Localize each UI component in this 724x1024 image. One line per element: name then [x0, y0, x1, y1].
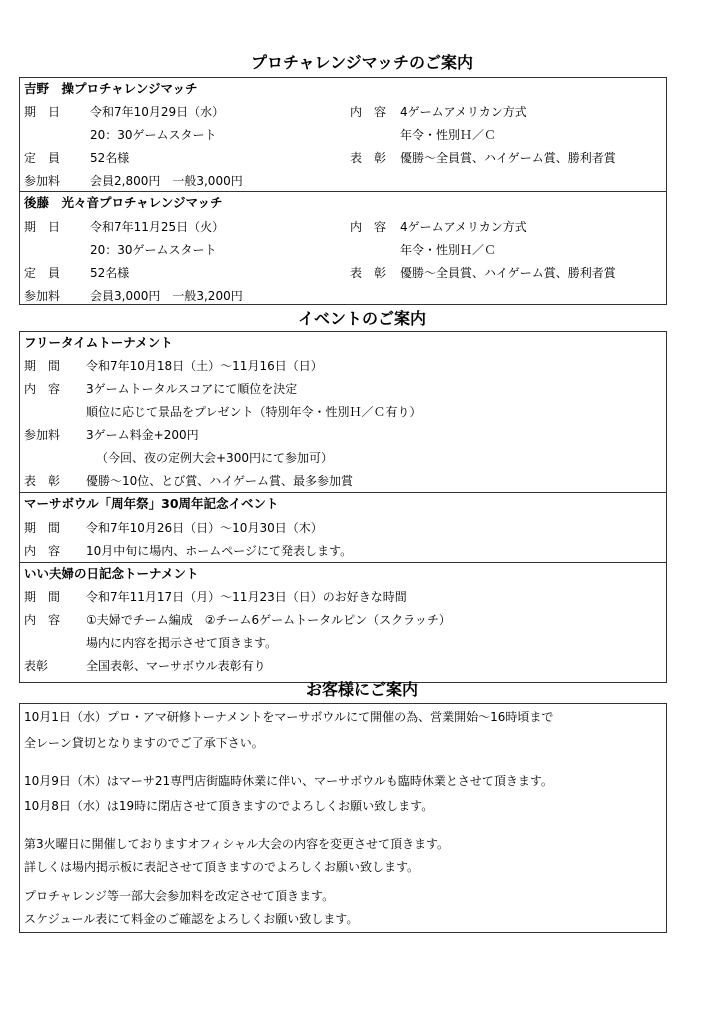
- match-2-award-label: 表 彰: [350, 266, 387, 280]
- match-1-content-label: 内 容: [350, 105, 387, 119]
- match-1-capacity: 52名様: [90, 151, 130, 165]
- match-2-start: 20：30ゲームスタート: [90, 243, 217, 257]
- notice-line: 全レーン貸切となりますのでご了承下さい。: [24, 736, 264, 750]
- match-1-capacity-label: 定 員: [24, 151, 61, 165]
- anniversary-content: 10月中旬に場内、ホームページにて発表します。: [86, 544, 353, 558]
- couple-period: 令和7年11月17日（月）～11月23日（日）のお好きな時間: [86, 590, 407, 604]
- freetime-award-label: 表 彰: [24, 474, 61, 488]
- couple-period-label: 期 間: [24, 590, 61, 604]
- anniversary-content-label: 内 容: [24, 544, 61, 558]
- match-2-capacity-label: 定 員: [24, 266, 61, 280]
- notice-box: [19, 703, 667, 933]
- pro-challenge-box: [19, 77, 667, 305]
- match-2-content-1: 4ゲームアメリカン方式: [400, 220, 527, 234]
- match-1-start: 20：30ゲームスタート: [90, 128, 217, 142]
- events-divider-1: [20, 492, 666, 493]
- freetime-title: フリータイムトーナメント: [24, 335, 173, 350]
- couple-content-label: 内 容: [24, 613, 61, 627]
- notice-line: 詳しくは場内掲示板に表記させて頂きますのでよろしくお願い致します。: [24, 860, 420, 874]
- notice-line: 第3火曜日に開催しておりますオフィシャル大会の内容を変更させて頂きます。: [24, 837, 449, 851]
- couple-title: いい夫婦の日記念トーナメント: [24, 566, 199, 581]
- notice-line: 10月8日（水）は19時に閉店させて頂きますのでよろしくお願い致します。: [24, 799, 434, 813]
- freetime-period-label: 期 間: [24, 359, 61, 373]
- pro-divider: [20, 191, 666, 192]
- match-2-date-label: 期 日: [24, 220, 61, 234]
- match-1-award: 優勝～全員賞、ハイゲーム賞、勝利者賞: [400, 151, 616, 165]
- events-divider-2: [20, 562, 666, 563]
- freetime-award: 優勝～10位、とび賞、ハイゲーム賞、最多参加賞: [86, 474, 354, 488]
- couple-award: 全国表彰、マーサボウル表彰有り: [86, 659, 266, 673]
- couple-content-1: ①夫婦でチーム編成 ②チーム6ゲームトータルピン（スクラッチ）: [86, 613, 451, 627]
- match-2-fee: 会員3,000円 一般3,200円: [90, 289, 243, 303]
- match-2-capacity: 52名様: [90, 266, 130, 280]
- notice-line: スケジュール表にて料金のご確認をよろしくお願い致します。: [24, 912, 359, 926]
- match-2-content-label: 内 容: [350, 220, 387, 234]
- anniversary-period: 令和7年10月26日（日）～10月30日（木）: [86, 521, 323, 535]
- freetime-content-label: 内 容: [24, 382, 61, 396]
- couple-content-2: 場内に内容を掲示させて頂きます。: [86, 636, 278, 650]
- pro-challenge-heading: プロチャレンジマッチのご案内: [250, 53, 474, 72]
- match-1-award-label: 表 彰: [350, 151, 387, 165]
- freetime-fee-1: 3ゲーム料金+200円: [86, 428, 199, 442]
- notice-line: 10月9日（木）はマーサ21専門店街臨時休業に伴い、マーサボウルも臨時休業とさせて頂きます。: [24, 774, 553, 788]
- match-1-date: 令和7年10月29日（水）: [90, 105, 225, 119]
- events-box: [19, 331, 667, 683]
- notice-line: 10月1日（水）プロ・アマ研修トーナメントをマーサボウルにて開催の為、営業開始～16時頃まで: [24, 710, 554, 724]
- match-1-fee-label: 参加料: [24, 174, 61, 188]
- freetime-content-2: 順位に応じて景品をプレゼント（特別年令・性別Ｈ／Ｃ有り）: [86, 405, 422, 419]
- events-heading: イベントのご案内: [297, 309, 426, 328]
- match-2-content-2: 年令・性別Ｈ／Ｃ: [400, 243, 497, 257]
- match-1-date-label: 期 日: [24, 105, 61, 119]
- match-1-content-1: 4ゲームアメリカン方式: [400, 105, 527, 119]
- notice-heading: お客様にご案内: [305, 680, 418, 699]
- match-1-title: 吉野 操プロチャレンジマッチ: [24, 81, 198, 96]
- anniversary-period-label: 期 間: [24, 521, 61, 535]
- match-2-date: 令和7年11月25日（火）: [90, 220, 225, 234]
- freetime-content-1: 3ゲームトータルスコアにて順位を決定: [86, 382, 298, 396]
- freetime-fee-label: 参加料: [24, 428, 61, 442]
- match-2-title: 後藤 光々音プロチャレンジマッチ: [24, 195, 223, 210]
- freetime-fee-2: （今回、夜の定例大会+300円にて参加可）: [96, 451, 333, 465]
- anniversary-title: マーサボウル「周年祭」30周年記念イベント: [24, 496, 279, 511]
- couple-award-label: 表彰: [24, 659, 49, 673]
- match-2-fee-label: 参加料: [24, 289, 61, 303]
- match-1-content-2: 年令・性別Ｈ／Ｃ: [400, 128, 497, 142]
- notice-line: プロチャレンジ等一部大会参加料を改定させて頂きます。: [24, 889, 335, 903]
- freetime-period: 令和7年10月18日（土）～11月16日（日）: [86, 359, 323, 373]
- match-2-award: 優勝～全員賞、ハイゲーム賞、勝利者賞: [400, 266, 616, 280]
- match-1-fee: 会員2,800円 一般3,000円: [90, 174, 243, 188]
